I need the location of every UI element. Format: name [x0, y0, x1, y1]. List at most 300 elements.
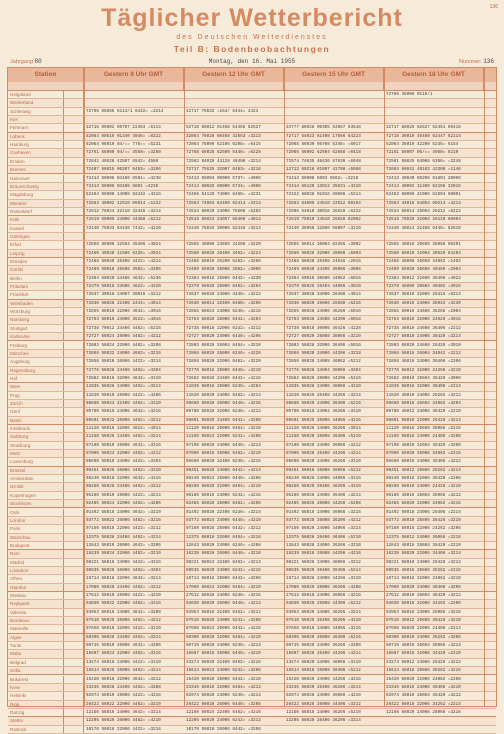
observation-cell: 03772 56028 26008 36206 =4212: [286, 517, 361, 523]
observation-cell: 13274 66020 24006 46066 =3210: [286, 659, 361, 665]
observation-cell: 72727 56010 24006 36420 =3214: [386, 334, 461, 340]
station-name: Brüssel: [8, 467, 64, 474]
observation-cell: 72563 64006 24510 22512 60264: [286, 200, 361, 206]
station-number-cell: [64, 392, 84, 399]
observation-cell: 72422 60028 01016 60606 =5214: [286, 192, 361, 198]
observation-cell: 27612 46010 26604 36420 =3212: [386, 593, 461, 598]
table-row: [8, 492, 496, 500]
station-number-cell: [64, 408, 84, 415]
observation-cell: 06700 56028 22006 6246= =4212: [186, 409, 261, 415]
observation-cell: 72064 75009 62106 6208= =6415: [186, 142, 261, 148]
station-name: Malta: [8, 650, 64, 657]
table-row: [8, 684, 496, 692]
observation-cell: 27612 66018 24006 36066 =3216: [286, 593, 361, 598]
observation-cell: 26422 56018 22006 34262 =2214: [386, 701, 461, 707]
station-number-cell: [64, 475, 84, 482]
station-number-cell: [64, 684, 84, 691]
observation-cell: 72379 66026 26404 44066 =3010: [286, 284, 361, 290]
observation-cell: 72379 56028 26006 6452= =3204: [186, 284, 261, 290]
divider: [84, 68, 85, 706]
report-subtitle: des Deutschen Wetterdienstes: [176, 34, 328, 41]
station-name: Algier: [8, 634, 64, 641]
observation-cell: 08535 66020 24006 6242= =4216: [186, 567, 261, 573]
observation-cell: 07190 56010 26006 4642= =3216: [86, 442, 161, 448]
station-number-cell: [64, 625, 84, 632]
table-row: [8, 567, 496, 575]
number-field: Nummer: 136: [459, 58, 494, 65]
observation-cell: 72563 44016 64054 60213 =4214: [386, 200, 461, 206]
station-name: Luxemburg: [8, 458, 64, 465]
observation-cell: 06260 56010 24006 24426 =3210: [386, 484, 461, 490]
table-row: [8, 225, 496, 233]
observation-cell: 07650 66018 24006 44066 =3216: [286, 626, 361, 632]
station-number-cell: [64, 450, 84, 457]
observation-cell: 16239 56020 22006 34406 =3214: [386, 551, 461, 557]
station-name: Madrid: [8, 559, 64, 566]
station-name: Lübeck: [8, 133, 64, 140]
station-name: Magdeburg: [8, 191, 64, 198]
observation-cell: 72637 66028 24006 4446= =3212: [186, 292, 261, 298]
table-row: [8, 124, 496, 132]
station-number-cell: [64, 342, 84, 349]
station-header: Station: [8, 68, 84, 82]
station-name: Kopenhagen: [8, 492, 64, 499]
observation-cell: 60390 56010 24006 36262 =3206: [386, 634, 461, 640]
station-name: Bukarest: [8, 676, 64, 683]
observation-cell: 72384 50016 20600 44062 =6016: [286, 275, 361, 281]
observation-cell: [284, 108, 384, 115]
observation-cell: [384, 116, 484, 123]
station-number-cell: [64, 717, 84, 724]
station-number-cell: [64, 225, 84, 232]
station-name: Belgrad: [8, 659, 64, 666]
observation-cell: 07510 56026 26006 4462= =4212: [86, 618, 161, 624]
table-row: [8, 692, 496, 700]
observation-cell: 08535 56026 26006 4462= =3204: [86, 567, 161, 573]
report-title: Täglicher Wetterbericht: [101, 4, 403, 32]
observation-cell: 72637 30018 24007 30016 =3212: [86, 292, 161, 298]
observation-cell: 02485 56024 22006 4462= =4206: [86, 501, 161, 507]
observation-cell: 72560 66026 32006 40606 =5003: [286, 250, 361, 256]
station-number-cell: [64, 550, 84, 557]
station-name: Potsdam: [8, 283, 64, 290]
station-number-cell: [64, 650, 84, 657]
station-name: Warschau: [8, 534, 64, 541]
table-row: [8, 141, 496, 149]
observation-cell: 72727 56024 26006 4462= =4212: [86, 334, 161, 340]
observation-cell: 72440 36058 22060 66007 =3210: [286, 225, 361, 231]
observation-cell: 72560 66010 22004 30526 64204: [386, 250, 461, 256]
station-name: Budapest: [8, 542, 64, 549]
observation-cell: 27612 56028 24006 6246= =3216: [186, 593, 261, 598]
station-name: Würzburg: [8, 308, 64, 315]
station-number-cell: [64, 333, 84, 340]
table-row: [8, 559, 496, 567]
observation-cell: 06601 56022 26006 4462= =3212: [86, 417, 161, 423]
station-number-cell: [64, 701, 84, 708]
station-name: Athen: [8, 575, 64, 582]
station-name: Valentia: [8, 609, 64, 616]
observation-cell: 72803 66020 24606 26426 =3010: [386, 342, 461, 348]
observation-cell: 72682 56016 22006 4642= =3210: [86, 375, 161, 381]
observation-cell: 13274 56016 24006 4422= =3210: [86, 659, 161, 665]
station-number-cell: [64, 634, 84, 641]
observation-cell: 01492 66018 24006 46066 =3216: [286, 509, 361, 515]
observation-cell: 06240 56018 22006 4642= =4216: [86, 476, 161, 482]
observation-cell: 03953 56016 24006 4642= =3208: [86, 609, 161, 615]
observation-cell: 11520 66026 26408 44266 =3214: [286, 392, 361, 398]
station-name: Straßburg: [8, 442, 64, 449]
station-name: Genf: [8, 408, 64, 415]
observation-cell: 12150 56024 22406 6462= =4216: [186, 709, 261, 715]
observation-cell: 72488 60020 26406 4422= =4214: [86, 259, 161, 264]
observation-cell: 72563 74004 64460 62414 =3314: [186, 200, 261, 206]
observation-cell: 06180 56018 24006 6242= =4216: [186, 492, 261, 498]
observation-cell: 16597 56024 22006 4462= =3216: [86, 651, 161, 657]
station-name: Göttingen: [8, 233, 64, 240]
observation-cell: [184, 116, 284, 123]
station-number-cell: [64, 458, 84, 465]
year-label: Jahrgang: [10, 59, 33, 65]
station-name: Innsbruck: [8, 425, 64, 432]
table-row: [8, 99, 496, 107]
observation-cell: 17060 56026 26006 46206 =4208: [286, 584, 361, 590]
observation-cell: 07150 66020 24006 44066 =3214: [286, 526, 361, 532]
station-number-cell: [64, 467, 84, 474]
station-number-cell: [64, 316, 84, 323]
table-row: [8, 175, 496, 183]
observation-cell: 72776 56028 24406 4462= =4204: [86, 367, 161, 373]
observation-cell: 11520 56010 26006 4422= =4206: [86, 392, 161, 398]
observation-cell: 06260 56028 24406 4462= =3212: [86, 484, 161, 490]
station-number-cell: [64, 517, 84, 524]
station-number-cell: [64, 542, 84, 549]
observation-cell: 72499 56018 26606 3562= =3206: [86, 267, 161, 273]
observation-cell: 12205 56026 26006 4462= =4210: [86, 718, 161, 724]
station-number-cell: [64, 567, 84, 574]
divider: [284, 68, 285, 706]
station-name: Hamburg: [8, 141, 64, 148]
observation-cell: 72682 56028 24406 6442= =4216: [186, 375, 261, 381]
table-row: [8, 208, 496, 216]
observation-cell: 17060 66024 22006 6464= =3210: [186, 584, 261, 590]
observation-cell: 72866 56022 24006 4662= =3216: [86, 350, 161, 356]
observation-cell: 15614 56026 26006 4462= =4214: [86, 668, 161, 674]
col-15-header: Gestern 15 Uhr GMT: [284, 68, 384, 82]
observation-cell: 11150 56020 26008 46406 =5210: [286, 434, 361, 440]
observation-cell: 82064 00516 01340 4046= =8222: [86, 133, 161, 139]
observation-cell: 06451 56026 26006 4462= =3210: [86, 467, 161, 473]
table-row: [8, 475, 496, 483]
table-row: [8, 609, 496, 617]
station-number-cell: [64, 200, 84, 207]
table-row: [8, 592, 496, 600]
col-18-header: Gestern 18 Uhr GMT: [384, 68, 484, 82]
observation-cell: 72550 86008 22564 45406 =4024: [86, 242, 161, 248]
observation-cell: 12150 56020 24006 26066 =3216: [386, 709, 461, 715]
observation-cell: 33345 56028 24406 4462= =3208: [86, 684, 161, 690]
observation-cell: 06240 56018 22006 36420 =2206: [386, 476, 461, 482]
observation-cell: 11120 66028 24006 36206 =3014: [286, 426, 361, 431]
observation-cell: 72655 50016 24606 36266 =2004: [386, 309, 461, 315]
observation-cell: 06240 66026 24006 44066 =3216: [286, 476, 361, 482]
observation-cell: 06451 46012 26606 26262 =3214: [386, 467, 461, 473]
observation-cell: 11035 56028 24006 46066 =4210: [286, 384, 361, 390]
observation-cell: 72499 66040 24306 36006 =3006: [286, 267, 361, 273]
col-9-header: Gestern 9 Uhr GMT: [84, 68, 184, 82]
table-row: [8, 266, 496, 274]
station-name: Wien: [8, 383, 64, 390]
station-number-cell: [64, 575, 84, 582]
station-number-cell: [64, 417, 84, 424]
station-name: Bremen: [8, 166, 64, 173]
observation-cell: 42717 75633 =164/ 6444= 4423: [186, 108, 259, 114]
table-row: [8, 158, 496, 166]
station-number-cell: [64, 283, 84, 290]
station-number-cell: [64, 709, 84, 716]
observation-cell: 04030 56016 22006 34262 =2206: [386, 601, 461, 607]
observation-cell: 72384 60020 24406 4642= =5236: [86, 275, 161, 281]
observation-cell: 16714 66028 24008 44266 =3210: [286, 576, 361, 582]
station-number-cell: [64, 433, 84, 440]
observation-cell: 72562 84028 44128 46408 =3214: [186, 158, 261, 164]
observation-cell: 03953 56018 24006 26066 =3216: [386, 609, 461, 615]
observation-cell: 72716 36010 46460 62447 62114: [386, 133, 461, 139]
observation-cell: 06660 56020 24006 36406 =5216: [286, 400, 361, 406]
observation-cell: 72555 46018 20606 36060 60201: [386, 242, 461, 248]
year-value: 80: [34, 58, 42, 65]
observation-cell: 06260 66020 22006 6464= =3210: [186, 484, 261, 490]
station-number-cell: [64, 191, 84, 198]
station-name: Regensburg: [8, 367, 64, 374]
observation-cell: 16597 56018 22006 34420 =2210: [386, 651, 461, 657]
station-name: München: [8, 350, 64, 357]
station-number-cell: [64, 175, 84, 182]
observation-cell: 62463 60006 41006 62504 60001: [386, 192, 461, 198]
observation-cell: 72488 56010 26200 6262= =3208: [186, 259, 261, 264]
observation-cell: [284, 726, 384, 733]
observation-cell: 72655 56010 22006 4642= =3016: [86, 309, 161, 315]
table-row: [8, 709, 496, 717]
observation-cell: 16597 66018 26006 6448= =4210: [186, 651, 261, 657]
station-name: Moskau: [8, 592, 64, 599]
station-number-cell: [64, 659, 84, 666]
observation-cell: 72856 56020 22006 6462= =3220: [186, 359, 261, 365]
station-name: Lissabon: [8, 567, 64, 574]
observation-cell: 72763 56016 24006 3622= =4016: [86, 317, 161, 323]
observation-cell: 12150 66018 24006 46266 =5210: [286, 709, 361, 715]
observation-cell: 11150 66024 22006 6242= =4206: [186, 434, 261, 440]
observation-cell: 06590 66020 24006 46266 =3210: [286, 459, 361, 465]
observation-cell: 07090 56024 22006 4462= =4212: [86, 451, 161, 457]
number-label: Nummer: [459, 59, 481, 65]
observation-cell: 26422 56026 26008 44406 =3212: [286, 701, 361, 707]
station-number-cell: [64, 350, 84, 357]
station-name: Basel: [8, 417, 64, 424]
observation-cell: 52716 85012 61468 54468 62527: [186, 125, 261, 131]
station-name: Dresden: [8, 258, 64, 265]
station-number-cell: [64, 534, 84, 541]
observation-cell: 06660 66028 26006 6448= =3216: [186, 400, 261, 406]
observation-cell: 60390 56028 24406 4462= =3214: [86, 634, 161, 640]
observation-cell: 06451 56018 26008 36066 =5212: [286, 467, 361, 473]
observation-cell: 11120 46016 26606 36066 =2216: [386, 426, 461, 431]
station-name: Braunschweig: [8, 183, 64, 190]
table-row: [8, 517, 496, 525]
col-9-subheader: [84, 82, 184, 91]
observation-cell: 08535 46016 26606 36262 =2216: [386, 567, 461, 573]
station-name: Bordeaux: [8, 617, 64, 624]
observation-cell: 06660 56016 26604 34062 =3204: [386, 400, 461, 406]
observation-cell: 15420 66026 24006 44266 =3216: [286, 676, 361, 682]
observation-cell: 72561 56025 64006 6360= =3248: [386, 158, 461, 164]
table-row: [8, 350, 496, 358]
station-number-cell: [64, 99, 84, 106]
observation-cell: 03953 56018 22406 6462= =3212: [186, 609, 261, 615]
observation-cell: 12843 56020 24006 6246= =4208: [186, 542, 261, 548]
station-name: Istanbul: [8, 584, 64, 591]
observation-cell: 72488 46008 26060 34062 =1402: [386, 259, 461, 264]
table-row: [8, 450, 496, 458]
station-number-cell: [64, 149, 84, 156]
station-name: Wiesbaden: [8, 300, 64, 307]
observation-cell: 72866 66028 26006 6246= =4226: [186, 350, 261, 356]
table-row: [8, 216, 496, 224]
station-name: Kiew: [8, 684, 64, 691]
observation-cell: 07190 56028 24006 6448= =3214: [186, 442, 261, 448]
station-name: Helgoland: [8, 91, 64, 98]
observation-cell: 15614 46018 26606 36262 =3216: [386, 668, 461, 674]
observation-cell: 33345 56020 26406 46206 =3214: [286, 684, 361, 690]
observation-cell: 72563 40002 12510 06014 =1222: [86, 200, 161, 206]
observation-cell: 72856 56010 26006 4422= =3214: [86, 359, 161, 365]
observation-cell: 06590 56016 24006 36406 =3212: [386, 459, 461, 465]
observation-cell: 11035 56026 24006 4462= =3214: [86, 384, 161, 390]
observation-cell: 02485 56026 26006 44266 =5208: [286, 501, 361, 507]
station-name: Kassel: [8, 225, 64, 232]
station-name: Karlsruhe: [8, 333, 64, 340]
station-number-cell: [64, 367, 84, 374]
observation-cell: 07090 56020 26006 34062 =2216: [386, 451, 461, 457]
station-name: Berlin: [8, 275, 64, 282]
observation-cell: 72761 56009 04/== 4550= =3250: [86, 150, 161, 156]
report-part: Teil B: Bodenbeobachtungen: [173, 44, 331, 54]
observation-cell: 72379 46008 20604 40402 =3016: [386, 284, 461, 290]
station-name: Nürnberg: [8, 316, 64, 323]
observation-cell: 06700 46012 24006 36420 =2210: [386, 409, 461, 415]
observation-cell: [84, 99, 184, 106]
observation-cell: 11520 56020 24006 6462= =3214: [186, 392, 261, 398]
table-row: [8, 408, 496, 416]
observation-cell: 72414 60026 60000 5744= =4006: [186, 183, 261, 189]
table-row: [8, 333, 496, 341]
table-row: [8, 316, 496, 324]
observation-cell: 06590 56016 24006 4422= =3204: [86, 459, 161, 465]
observation-cell: 33345 56016 24006 36406 =3210: [386, 684, 461, 690]
station-number-cell: [64, 617, 84, 624]
observation-cell: 72161 56007 05/== 4950= 6210: [386, 150, 459, 156]
observation-cell: 08221 56016 24006 4422= =4216: [86, 559, 161, 565]
observation-cell: 72519 76026 22004 26110 60004: [386, 217, 461, 223]
observation-cell: 12843 46018 26604 36420 =2210: [386, 542, 461, 548]
observation-table: [7, 67, 497, 732]
table-row: [8, 634, 496, 642]
observation-cell: 07650 56024 26006 6442= =4216: [186, 626, 261, 632]
table-row: [8, 650, 496, 658]
observation-cell: 72682 66020 26006 44206 =5216: [286, 375, 361, 381]
observation-cell: 06260 56020 26406 46206 =4210: [286, 484, 361, 490]
observation-cell: 15420 56020 22006 24062 =2208: [386, 676, 461, 682]
observation-cell: 07090 66018 26006 6462= =3210: [186, 451, 261, 457]
observation-cell: 11120 56018 22006 4622= =4014: [86, 426, 161, 431]
station-name: Riga: [8, 701, 64, 708]
observation-cell: 72766 36008 0119/1: [386, 92, 433, 97]
station-number-cell: [64, 275, 84, 282]
observation-cell: 72555 66014 20004 62466 =3002: [286, 242, 361, 248]
observation-cell: 13274 56012 24006 26426 =3212: [386, 659, 461, 665]
observation-cell: [184, 233, 284, 240]
station-name: Oslo: [8, 509, 64, 516]
observation-cell: 06700 66018 24004 46266 =3210: [286, 409, 361, 415]
station-number-cell: [64, 642, 84, 649]
station-name: Stettin: [8, 717, 64, 724]
table-row: [8, 108, 496, 116]
col-15-subheader: [284, 82, 384, 91]
table-row: [8, 400, 496, 408]
table-row: [8, 575, 496, 583]
observation-cell: 72803 56028 32006 36406 =5016: [286, 342, 361, 348]
observation-cell: 12150 56016 24006 4642= =3214: [86, 709, 161, 715]
observation-cell: 13274 56020 22406 6462= =3216: [186, 659, 261, 665]
table-row: [8, 442, 496, 450]
station-name: Tunis: [8, 642, 64, 649]
table-row: [8, 375, 496, 383]
table-row: [8, 550, 496, 558]
table-row: [8, 367, 496, 375]
station-number-cell: [64, 492, 84, 499]
observation-cell: 72768 66028 62500 5446= =6228: [186, 150, 261, 156]
observation-cell: 07150 56028 26006 6442= =3212: [186, 526, 261, 532]
observation-cell: 82064 06010 04/== 778== =5231: [86, 142, 161, 148]
station-name: Salzburg: [8, 433, 64, 440]
observation-cell: 32064 76028 60468 42563 =3213: [186, 133, 261, 139]
observation-cell: 11150 56018 24006 24406 =3206: [386, 434, 461, 440]
observation-cell: 06601 56026 26006 44066 =4216: [286, 417, 361, 423]
observation-cell: 08535 56020 26406 36406 =5214: [286, 567, 361, 573]
observation-cell: 60715 56010 26006 4642= =4206: [86, 643, 161, 649]
station-number-cell: [64, 166, 84, 173]
observation-cell: 27612 56010 26006 4422= =4210: [86, 593, 161, 598]
observation-cell: [284, 116, 384, 123]
station-number-cell: [64, 241, 84, 248]
observation-cell: 07510 46012 26606 36426 =3210: [386, 618, 461, 624]
station-number-cell: [64, 300, 84, 307]
station-number-cell: [64, 609, 84, 616]
observation-cell: 02974 66028 24006 36066 =4210: [286, 693, 361, 699]
observation-cell: 02485 66028 26006 6462= =3208: [186, 501, 261, 507]
observation-cell: 72512 76024 22110 32426 =3214: [86, 208, 161, 214]
station-number-cell: [64, 600, 84, 607]
observation-cell: 10170 56018 26006 6442= =3206: [186, 726, 261, 732]
table-row: [8, 425, 496, 433]
observation-cell: 72407 66015 06207 6463= =3206: [86, 167, 161, 173]
observation-cell: 16714 56018 22006 24062 =3210: [386, 576, 461, 582]
station-name: Prag: [8, 392, 64, 399]
observation-cell: 72440 75028 30008 62448 =3214: [186, 225, 261, 231]
table-row: [8, 625, 496, 633]
observation-cell: 07510 66028 24006 6242= =3208: [186, 618, 261, 624]
station-number-cell: [64, 667, 84, 674]
